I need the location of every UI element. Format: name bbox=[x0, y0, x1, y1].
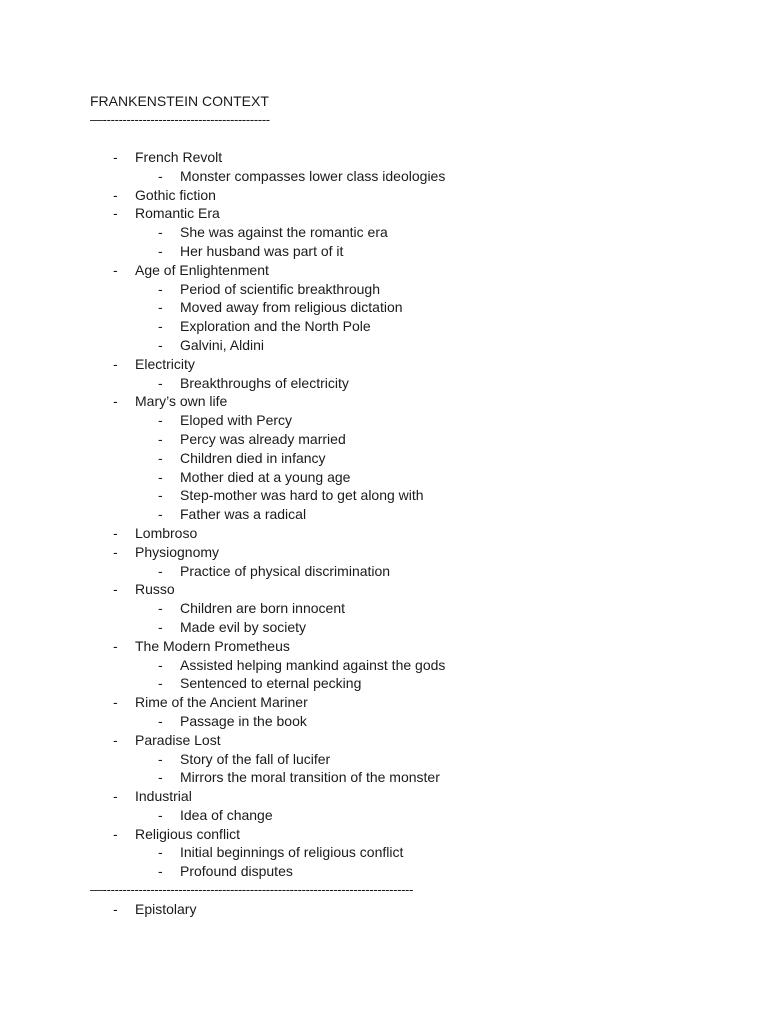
bullet-dash: - bbox=[158, 712, 163, 729]
bullet-dash: - bbox=[113, 261, 118, 278]
bullet-dash: - bbox=[158, 863, 163, 880]
list-item-text: Practice of physical discrimination bbox=[180, 562, 391, 579]
bullet-dash: - bbox=[113, 581, 118, 598]
list-item-text: Children are born innocent bbox=[180, 600, 345, 617]
list-item-text: Gothic fiction bbox=[135, 186, 216, 203]
bullet-dash: - bbox=[158, 806, 163, 823]
bullet-dash: - bbox=[158, 336, 163, 353]
list-item-text: Profound disputes bbox=[180, 863, 293, 880]
list-item-text: Story of the fall of lucifer bbox=[180, 750, 331, 767]
list-item-text: Passage in the book bbox=[180, 712, 307, 729]
bullet-dash: - bbox=[113, 788, 118, 805]
list-item-text: Religious conflict bbox=[135, 825, 241, 842]
bullet-dash: - bbox=[158, 318, 163, 335]
bullet-dash: - bbox=[158, 844, 163, 861]
bullet-dash: - bbox=[158, 769, 163, 786]
list-item-text: The Modern Prometheus bbox=[135, 637, 290, 654]
list-item-text: Epistolary bbox=[135, 901, 197, 917]
list-item-text: Percy was already married bbox=[180, 430, 346, 447]
list-item-text: Children died in infancy bbox=[180, 449, 326, 466]
list-item-text: Exploration and the North Pole bbox=[180, 318, 371, 335]
list-item-text: Step-mother was hard to get along with bbox=[180, 487, 424, 504]
list-item-text: Physiognomy bbox=[135, 543, 220, 560]
list-item-text: Rime of the Ancient Mariner bbox=[135, 694, 308, 711]
list-item-text: Monster compasses lower class ideologies bbox=[180, 167, 446, 184]
list-item-text: Romantic Era bbox=[135, 205, 220, 222]
list-item-text: Made evil by society bbox=[180, 618, 307, 635]
bullet-dash: - bbox=[158, 299, 163, 316]
bullet-dash: - bbox=[158, 600, 163, 617]
list-item-text: Initial beginnings of religious conflict bbox=[180, 844, 404, 861]
bullet-dash: - bbox=[158, 468, 163, 485]
bullet-dash: - bbox=[158, 675, 163, 692]
list-item-text: Lombroso bbox=[135, 524, 198, 541]
bullet-dash: - bbox=[158, 167, 163, 184]
list-item-text: Age of Enlightenment bbox=[135, 261, 269, 278]
list-item-text: Father was a radical bbox=[180, 506, 307, 523]
list-item-text: Mary’s own life bbox=[135, 393, 228, 410]
divider-line-bottom: —------------------------------------------------------------------------------ bbox=[90, 882, 414, 897]
bullet-dash: - bbox=[158, 430, 163, 447]
bullet-dash: - bbox=[113, 393, 118, 410]
bullet-dash: - bbox=[113, 543, 118, 560]
divider-line-top: —------------------------------------------ bbox=[90, 112, 270, 127]
list-item-text: Mother died at a young age bbox=[180, 468, 351, 485]
list-item-text: Mirrors the moral transition of the monster bbox=[180, 769, 440, 786]
list-item-text: Russo bbox=[135, 581, 175, 598]
list-item-text: Galvini, Aldini bbox=[180, 336, 265, 353]
bullet-dash: - bbox=[113, 524, 118, 541]
list-item-text: Her husband was part of it bbox=[180, 242, 344, 259]
bullet-dash: - bbox=[113, 355, 118, 372]
list-item-text: Electricity bbox=[135, 355, 195, 372]
list-item-text: Industrial bbox=[135, 788, 192, 805]
bullet-dash: - bbox=[158, 374, 163, 391]
bullet-dash: - bbox=[113, 901, 118, 917]
list-item-text: Moved away from religious dictation bbox=[180, 299, 403, 316]
bullet-dash: - bbox=[158, 280, 163, 297]
bullet-dash: - bbox=[113, 637, 118, 654]
bullet-dash: - bbox=[113, 149, 118, 165]
list-item-text: Eloped with Percy bbox=[180, 412, 293, 429]
document-title: FRANKENSTEIN CONTEXT bbox=[90, 93, 269, 109]
bullet-dash: - bbox=[158, 242, 163, 259]
bullet-dash: - bbox=[113, 186, 118, 203]
bullet-dash: - bbox=[158, 750, 163, 767]
list-item-text: Paradise Lost bbox=[135, 731, 221, 748]
list-item-text: Assisted helping mankind against the gods bbox=[180, 656, 446, 673]
list-item-text: Period of scientific breakthrough bbox=[180, 280, 380, 297]
list-item-text: Breakthroughs of electricity bbox=[180, 374, 349, 391]
bullet-dash: - bbox=[158, 506, 163, 523]
list-item-text: Idea of change bbox=[180, 806, 273, 823]
bullet-dash: - bbox=[113, 205, 118, 222]
bullet-dash: - bbox=[158, 412, 163, 429]
bullet-dash: - bbox=[158, 618, 163, 635]
bullet-dash: - bbox=[158, 487, 163, 504]
bullet-dash: - bbox=[113, 731, 118, 748]
bullet-dash: - bbox=[158, 562, 163, 579]
bullet-dash: - bbox=[113, 825, 118, 842]
bullet-dash: - bbox=[158, 449, 163, 466]
list-item-text: French Revolt bbox=[135, 149, 223, 165]
bullet-dash: - bbox=[158, 224, 163, 241]
list-item-text: She was against the romantic era bbox=[180, 224, 388, 241]
bullet-dash: - bbox=[158, 656, 163, 673]
bullet-dash: - bbox=[113, 694, 118, 711]
list-item-text: Sentenced to eternal pecking bbox=[180, 675, 362, 692]
